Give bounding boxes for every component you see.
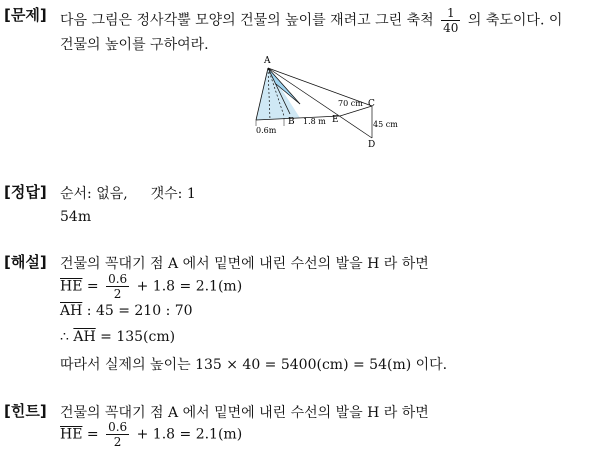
solution-he-fraction xyxy=(106,272,129,301)
hint-he-label: $\overline{HE}$ xyxy=(60,426,83,443)
hint-he-denominator: 2 xyxy=(113,435,122,449)
scale-numerator: 1 xyxy=(441,6,460,21)
answer-value: 54m xyxy=(60,209,92,225)
label-ed-length: 45 cm xyxy=(373,120,398,129)
solution-ah-result xyxy=(60,329,175,345)
solution-final: 따라서 실제의 높이는 135 × 40 = 5400(cm) = 54(m) 이다. xyxy=(60,357,448,373)
answer-tag: [정답] xyxy=(4,183,47,201)
solution-he-eq-post: + 1.8 = 2.1(m) xyxy=(136,278,243,295)
hint-he-fraction xyxy=(106,420,129,449)
label-be-length: 1.8 m xyxy=(303,117,326,126)
solution-ah-label: $\overline{AH}$ xyxy=(60,303,83,319)
label-base-length: 0.6m xyxy=(256,126,277,135)
pyramid-figure xyxy=(248,54,408,148)
hint-line-1: 건물의 꼭대기 점 A 에서 밑면에 내린 수선의 발을 H 라 하면 xyxy=(60,405,429,421)
therefore-symbol: ∴ xyxy=(60,329,69,345)
label-d: D xyxy=(368,140,376,148)
scale-denominator: 40 xyxy=(443,21,459,35)
answer-count: 갯수: 1 xyxy=(150,186,196,202)
hint-he-equation xyxy=(60,420,242,449)
answer-order: 순서: 없음, xyxy=(60,186,128,202)
scale-fraction xyxy=(441,6,460,35)
hint-tag: [힌트] xyxy=(4,402,47,420)
solution-ah2-label: $\overline{AH}$ xyxy=(73,329,96,345)
solution-line-1: 건물의 꼭대기 점 A 에서 밑면에 내린 수선의 발을 H 라 하면 xyxy=(60,256,429,272)
solution-he-denominator: 2 xyxy=(113,287,122,301)
solution-he-label: $\overline{HE}$ xyxy=(60,278,83,295)
solution-ah-ratio-text: : 45 = 210 : 70 xyxy=(82,303,193,319)
problem-text-pre: 다음 그림은 정사각뿔 모양의 건물의 높이를 재려고 그린 축척 xyxy=(60,12,434,29)
problem-tag: [문제] xyxy=(4,6,47,24)
solution-he-equation xyxy=(60,272,242,301)
problem-text-post: 의 축도이다. 이 xyxy=(467,12,563,29)
pyramid-shadow-face xyxy=(256,68,300,120)
label-c: C xyxy=(368,99,375,109)
label-a: A xyxy=(264,56,271,66)
hint-he-numerator: 0.6 xyxy=(108,420,128,434)
solution-ah-ratio xyxy=(60,303,193,319)
problem-line-2: 건물의 높이를 구하여라. xyxy=(60,37,209,53)
hint-he-eq-pre: = xyxy=(86,426,99,443)
solution-he-numerator: 0.6 xyxy=(108,272,128,286)
label-ec-length: 70 cm xyxy=(338,99,363,108)
solution-he-eq-pre: = xyxy=(86,278,99,295)
label-b: B xyxy=(288,117,295,127)
answer-meta-line xyxy=(60,183,196,203)
solution-ah2-value: = 135(cm) xyxy=(100,329,176,345)
hint-he-eq-post: + 1.8 = 2.1(m) xyxy=(136,426,243,443)
solution-tag: [해설] xyxy=(4,253,47,271)
problem-line-1 xyxy=(60,6,562,35)
label-e: E xyxy=(332,115,339,125)
